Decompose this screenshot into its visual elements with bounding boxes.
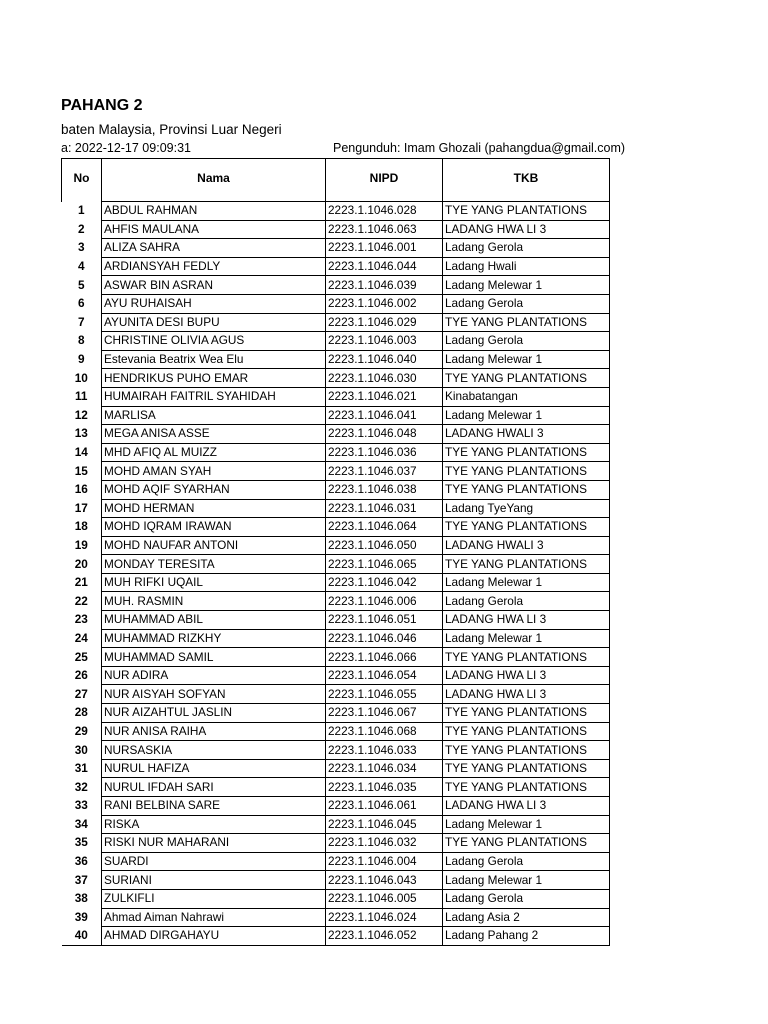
table-row: [62, 778, 610, 797]
column-header-nama: Nama: [102, 159, 326, 198]
cell-nama: AYU RUHAISAH: [102, 294, 326, 313]
cell-nama: AYUNITA DESI BUPU: [102, 313, 326, 332]
cell-no: 6: [62, 294, 102, 313]
cell-no: 1: [62, 202, 102, 221]
cell-nama: MUHAMMAD SAMIL: [102, 648, 326, 667]
cell-no: 24: [62, 629, 102, 648]
cell-no: 21: [62, 573, 102, 592]
cell-nipd: 2223.1.1046.033: [326, 741, 443, 760]
cell-nipd: 2223.1.1046.036: [326, 443, 443, 462]
table-row: [62, 406, 610, 425]
cell-nipd: 2223.1.1046.029: [326, 313, 443, 332]
table-row: [62, 202, 610, 221]
cell-tkb: Ladang Gerola: [443, 239, 610, 258]
cell-nipd: 2223.1.1046.055: [326, 685, 443, 704]
downloader-info: Pengunduh: Imam Ghozali (pahangdua@gmail.com): [333, 141, 626, 155]
table-row: [62, 834, 610, 853]
table-row: [62, 704, 610, 723]
cell-tkb: TYE YANG PLANTATIONS: [443, 518, 610, 537]
table-row: [62, 741, 610, 760]
cell-nama: MOHD HERMAN: [102, 499, 326, 518]
cell-nipd: 2223.1.1046.044: [326, 257, 443, 276]
cell-tkb: LADANG HWALI 3: [443, 425, 610, 444]
table-row: [62, 536, 610, 555]
cell-tkb: TYE YANG PLANTATIONS: [443, 722, 610, 741]
cell-tkb: Ladang Gerola: [443, 332, 610, 351]
column-header-nipd: NIPD: [326, 159, 443, 198]
cell-tkb: TYE YANG PLANTATIONS: [443, 555, 610, 574]
table-row: [62, 220, 610, 239]
cell-nama: AHMAD DIRGAHAYU: [102, 927, 326, 946]
cell-nipd: 2223.1.1046.068: [326, 722, 443, 741]
cell-no: 38: [62, 889, 102, 908]
cell-nipd: 2223.1.1046.061: [326, 797, 443, 816]
cell-no: 7: [62, 313, 102, 332]
cell-nipd: 2223.1.1046.030: [326, 369, 443, 388]
cell-nipd: 2223.1.1046.050: [326, 536, 443, 555]
cell-tkb: Ladang Gerola: [443, 592, 610, 611]
cell-no: 3: [62, 239, 102, 258]
cell-nama: MONDAY TERESITA: [102, 555, 326, 574]
table-row: [62, 871, 610, 890]
table-row: [62, 666, 610, 685]
cell-no: 35: [62, 834, 102, 853]
cell-tkb: TYE YANG PLANTATIONS: [443, 480, 610, 499]
cell-no: 31: [62, 759, 102, 778]
cell-nipd: 2223.1.1046.042: [326, 573, 443, 592]
cell-tkb: TYE YANG PLANTATIONS: [443, 202, 610, 221]
cell-no: 11: [62, 387, 102, 406]
cell-nama: NUR AIZAHTUL JASLIN: [102, 704, 326, 723]
column-header-no: No: [62, 159, 102, 198]
cell-tkb: Ladang Melewar 1: [443, 815, 610, 834]
cell-no: 9: [62, 350, 102, 369]
cell-no: 29: [62, 722, 102, 741]
cell-no: 28: [62, 704, 102, 723]
cell-no: 20: [62, 555, 102, 574]
cell-nipd: 2223.1.1046.043: [326, 871, 443, 890]
cell-nipd: 2223.1.1046.066: [326, 648, 443, 667]
table-row: [62, 815, 610, 834]
cell-nipd: 2223.1.1046.065: [326, 555, 443, 574]
cell-tkb: LADANG HWALI 3: [443, 536, 610, 555]
cell-nama: MHD AFIQ AL MUIZZ: [102, 443, 326, 462]
cell-no: 33: [62, 797, 102, 816]
cell-nama: MOHD AMAN SYAH: [102, 462, 326, 481]
cell-tkb: TYE YANG PLANTATIONS: [443, 443, 610, 462]
download-date: a: 2022-12-17 09:09:31: [61, 141, 191, 155]
cell-no: 8: [62, 332, 102, 351]
cell-tkb: Ladang Melewar 1: [443, 629, 610, 648]
cell-nama: MOHD IQRAM IRAWAN: [102, 518, 326, 537]
cell-tkb: Ladang Melewar 1: [443, 406, 610, 425]
cell-nama: MUH. RASMIN: [102, 592, 326, 611]
cell-tkb: LADANG HWA LI 3: [443, 220, 610, 239]
column-header-tkb: TKB: [443, 159, 610, 198]
table-row: [62, 387, 610, 406]
cell-nipd: 2223.1.1046.032: [326, 834, 443, 853]
cell-nipd: 2223.1.1046.003: [326, 332, 443, 351]
cell-tkb: Ladang Melewar 1: [443, 350, 610, 369]
table-row: [62, 332, 610, 351]
cell-nipd: 2223.1.1046.004: [326, 852, 443, 871]
cell-tkb: LADANG HWA LI 3: [443, 611, 610, 630]
cell-nama: NUR ADIRA: [102, 666, 326, 685]
cell-nipd: 2223.1.1046.054: [326, 666, 443, 685]
cell-no: 25: [62, 648, 102, 667]
cell-nama: ARDIANSYAH FEDLY: [102, 257, 326, 276]
cell-nipd: 2223.1.1046.064: [326, 518, 443, 537]
table-row: [62, 611, 610, 630]
cell-no: 27: [62, 685, 102, 704]
table-row: [62, 648, 610, 667]
cell-nipd: 2223.1.1046.002: [326, 294, 443, 313]
table-row: [62, 239, 610, 258]
table-row: [62, 797, 610, 816]
cell-nipd: 2223.1.1046.052: [326, 927, 443, 946]
table-row: [62, 685, 610, 704]
cell-nipd: 2223.1.1046.005: [326, 889, 443, 908]
table-row: [62, 592, 610, 611]
table-row: [62, 852, 610, 871]
cell-nama: ALIZA SAHRA: [102, 239, 326, 258]
cell-no: 10: [62, 369, 102, 388]
cell-nipd: 2223.1.1046.063: [326, 220, 443, 239]
cell-nipd: 2223.1.1046.035: [326, 778, 443, 797]
cell-no: 14: [62, 443, 102, 462]
cell-nama: HUMAIRAH FAITRIL SYAHIDAH: [102, 387, 326, 406]
cell-tkb: TYE YANG PLANTATIONS: [443, 369, 610, 388]
cell-no: 5: [62, 276, 102, 295]
cell-nama: MUHAMMAD ABIL: [102, 611, 326, 630]
cell-tkb: TYE YANG PLANTATIONS: [443, 741, 610, 760]
cell-nama: Estevania Beatrix Wea Elu: [102, 350, 326, 369]
table-row: [62, 927, 610, 946]
table-row: [62, 294, 610, 313]
cell-nipd: 2223.1.1046.067: [326, 704, 443, 723]
cell-tkb: Ladang Asia 2: [443, 908, 610, 927]
cell-nipd: 2223.1.1046.040: [326, 350, 443, 369]
table-body: [62, 202, 610, 946]
cell-no: 16: [62, 480, 102, 499]
table-row: [62, 573, 610, 592]
table-row: [62, 889, 610, 908]
cell-nama: RISKI NUR MAHARANI: [102, 834, 326, 853]
cell-nama: ABDUL RAHMAN: [102, 202, 326, 221]
cell-tkb: Ladang TyeYang: [443, 499, 610, 518]
cell-nipd: 2223.1.1046.034: [326, 759, 443, 778]
cell-nipd: 2223.1.1046.046: [326, 629, 443, 648]
cell-no: 26: [62, 666, 102, 685]
student-table: [61, 158, 610, 946]
table-row: [62, 499, 610, 518]
table-row: [62, 480, 610, 499]
cell-tkb: TYE YANG PLANTATIONS: [443, 778, 610, 797]
table-row: [62, 257, 610, 276]
cell-no: 39: [62, 908, 102, 927]
cell-tkb: Ladang Melewar 1: [443, 573, 610, 592]
cell-tkb: Ladang Melewar 1: [443, 276, 610, 295]
table-row: [62, 555, 610, 574]
cell-no: 32: [62, 778, 102, 797]
table-row: [62, 350, 610, 369]
cell-nipd: 2223.1.1046.001: [326, 239, 443, 258]
cell-tkb: TYE YANG PLANTATIONS: [443, 462, 610, 481]
cell-nipd: 2223.1.1046.024: [326, 908, 443, 927]
cell-no: 36: [62, 852, 102, 871]
table-row: [62, 276, 610, 295]
cell-tkb: Kinabatangan: [443, 387, 610, 406]
cell-nipd: 2223.1.1046.031: [326, 499, 443, 518]
table-row: [62, 462, 610, 481]
cell-nama: RANI BELBINA SARE: [102, 797, 326, 816]
cell-nama: CHRISTINE OLIVIA AGUS: [102, 332, 326, 351]
cell-nama: ASWAR BIN ASRAN: [102, 276, 326, 295]
cell-nama: AHFIS MAULANA: [102, 220, 326, 239]
cell-nama: NUR ANISA RAIHA: [102, 722, 326, 741]
cell-nipd: 2223.1.1046.045: [326, 815, 443, 834]
cell-nama: RISKA: [102, 815, 326, 834]
cell-nama: MEGA ANISA ASSE: [102, 425, 326, 444]
cell-no: 30: [62, 741, 102, 760]
table-row: [62, 518, 610, 537]
cell-nipd: 2223.1.1046.051: [326, 611, 443, 630]
cell-tkb: Ladang Hwali: [443, 257, 610, 276]
cell-no: 4: [62, 257, 102, 276]
table-row: [62, 629, 610, 648]
cell-no: 18: [62, 518, 102, 537]
cell-no: 40: [62, 927, 102, 946]
table-row: [62, 369, 610, 388]
cell-tkb: LADANG HWA LI 3: [443, 685, 610, 704]
cell-nama: NURUL IFDAH SARI: [102, 778, 326, 797]
table-row: [62, 443, 610, 462]
cell-nipd: 2223.1.1046.006: [326, 592, 443, 611]
cell-no: 34: [62, 815, 102, 834]
cell-nama: MUHAMMAD RIZKHY: [102, 629, 326, 648]
cell-nama: NURUL HAFIZA: [102, 759, 326, 778]
cell-nama: MARLISA: [102, 406, 326, 425]
document-subtitle: baten Malaysia, Provinsi Luar Negeri: [61, 122, 282, 137]
cell-nama: MOHD NAUFAR ANTONI: [102, 536, 326, 555]
cell-nama: NURSASKIA: [102, 741, 326, 760]
cell-no: 19: [62, 536, 102, 555]
cell-nama: NUR AISYAH SOFYAN: [102, 685, 326, 704]
cell-nama: MOHD AQIF SYARHAN: [102, 480, 326, 499]
table-row: [62, 908, 610, 927]
cell-tkb: TYE YANG PLANTATIONS: [443, 704, 610, 723]
cell-nipd: 2223.1.1046.041: [326, 406, 443, 425]
table-row: [62, 425, 610, 444]
cell-tkb: TYE YANG PLANTATIONS: [443, 834, 610, 853]
cell-no: 2: [62, 220, 102, 239]
cell-nipd: 2223.1.1046.048: [326, 425, 443, 444]
cell-tkb: Ladang Pahang 2: [443, 927, 610, 946]
cell-nipd: 2223.1.1046.038: [326, 480, 443, 499]
table-row: [62, 313, 610, 332]
cell-tkb: Ladang Gerola: [443, 294, 610, 313]
cell-tkb: Ladang Gerola: [443, 889, 610, 908]
cell-no: 15: [62, 462, 102, 481]
cell-nama: SUARDI: [102, 852, 326, 871]
cell-no: 22: [62, 592, 102, 611]
cell-no: 37: [62, 871, 102, 890]
cell-tkb: Ladang Melewar 1: [443, 871, 610, 890]
cell-nama: HENDRIKUS PUHO EMAR: [102, 369, 326, 388]
cell-no: 12: [62, 406, 102, 425]
cell-nipd: 2223.1.1046.039: [326, 276, 443, 295]
cell-no: 23: [62, 611, 102, 630]
cell-nipd: 2223.1.1046.028: [326, 202, 443, 221]
cell-no: 17: [62, 499, 102, 518]
cell-nipd: 2223.1.1046.021: [326, 387, 443, 406]
cell-nama: Ahmad Aiman Nahrawi: [102, 908, 326, 927]
cell-tkb: TYE YANG PLANTATIONS: [443, 313, 610, 332]
cell-nipd: 2223.1.1046.037: [326, 462, 443, 481]
cell-tkb: TYE YANG PLANTATIONS: [443, 759, 610, 778]
cell-nama: MUH RIFKI UQAIL: [102, 573, 326, 592]
cell-nama: SURIANI: [102, 871, 326, 890]
document-title: PAHANG 2: [61, 97, 143, 114]
table-row: [62, 759, 610, 778]
cell-tkb: LADANG HWA LI 3: [443, 666, 610, 685]
cell-tkb: TYE YANG PLANTATIONS: [443, 648, 610, 667]
table-header-row: [62, 159, 610, 198]
cell-tkb: LADANG HWA LI 3: [443, 797, 610, 816]
cell-tkb: Ladang Gerola: [443, 852, 610, 871]
table-row: [62, 722, 610, 741]
cell-nama: ZULKIFLI: [102, 889, 326, 908]
cell-no: 13: [62, 425, 102, 444]
